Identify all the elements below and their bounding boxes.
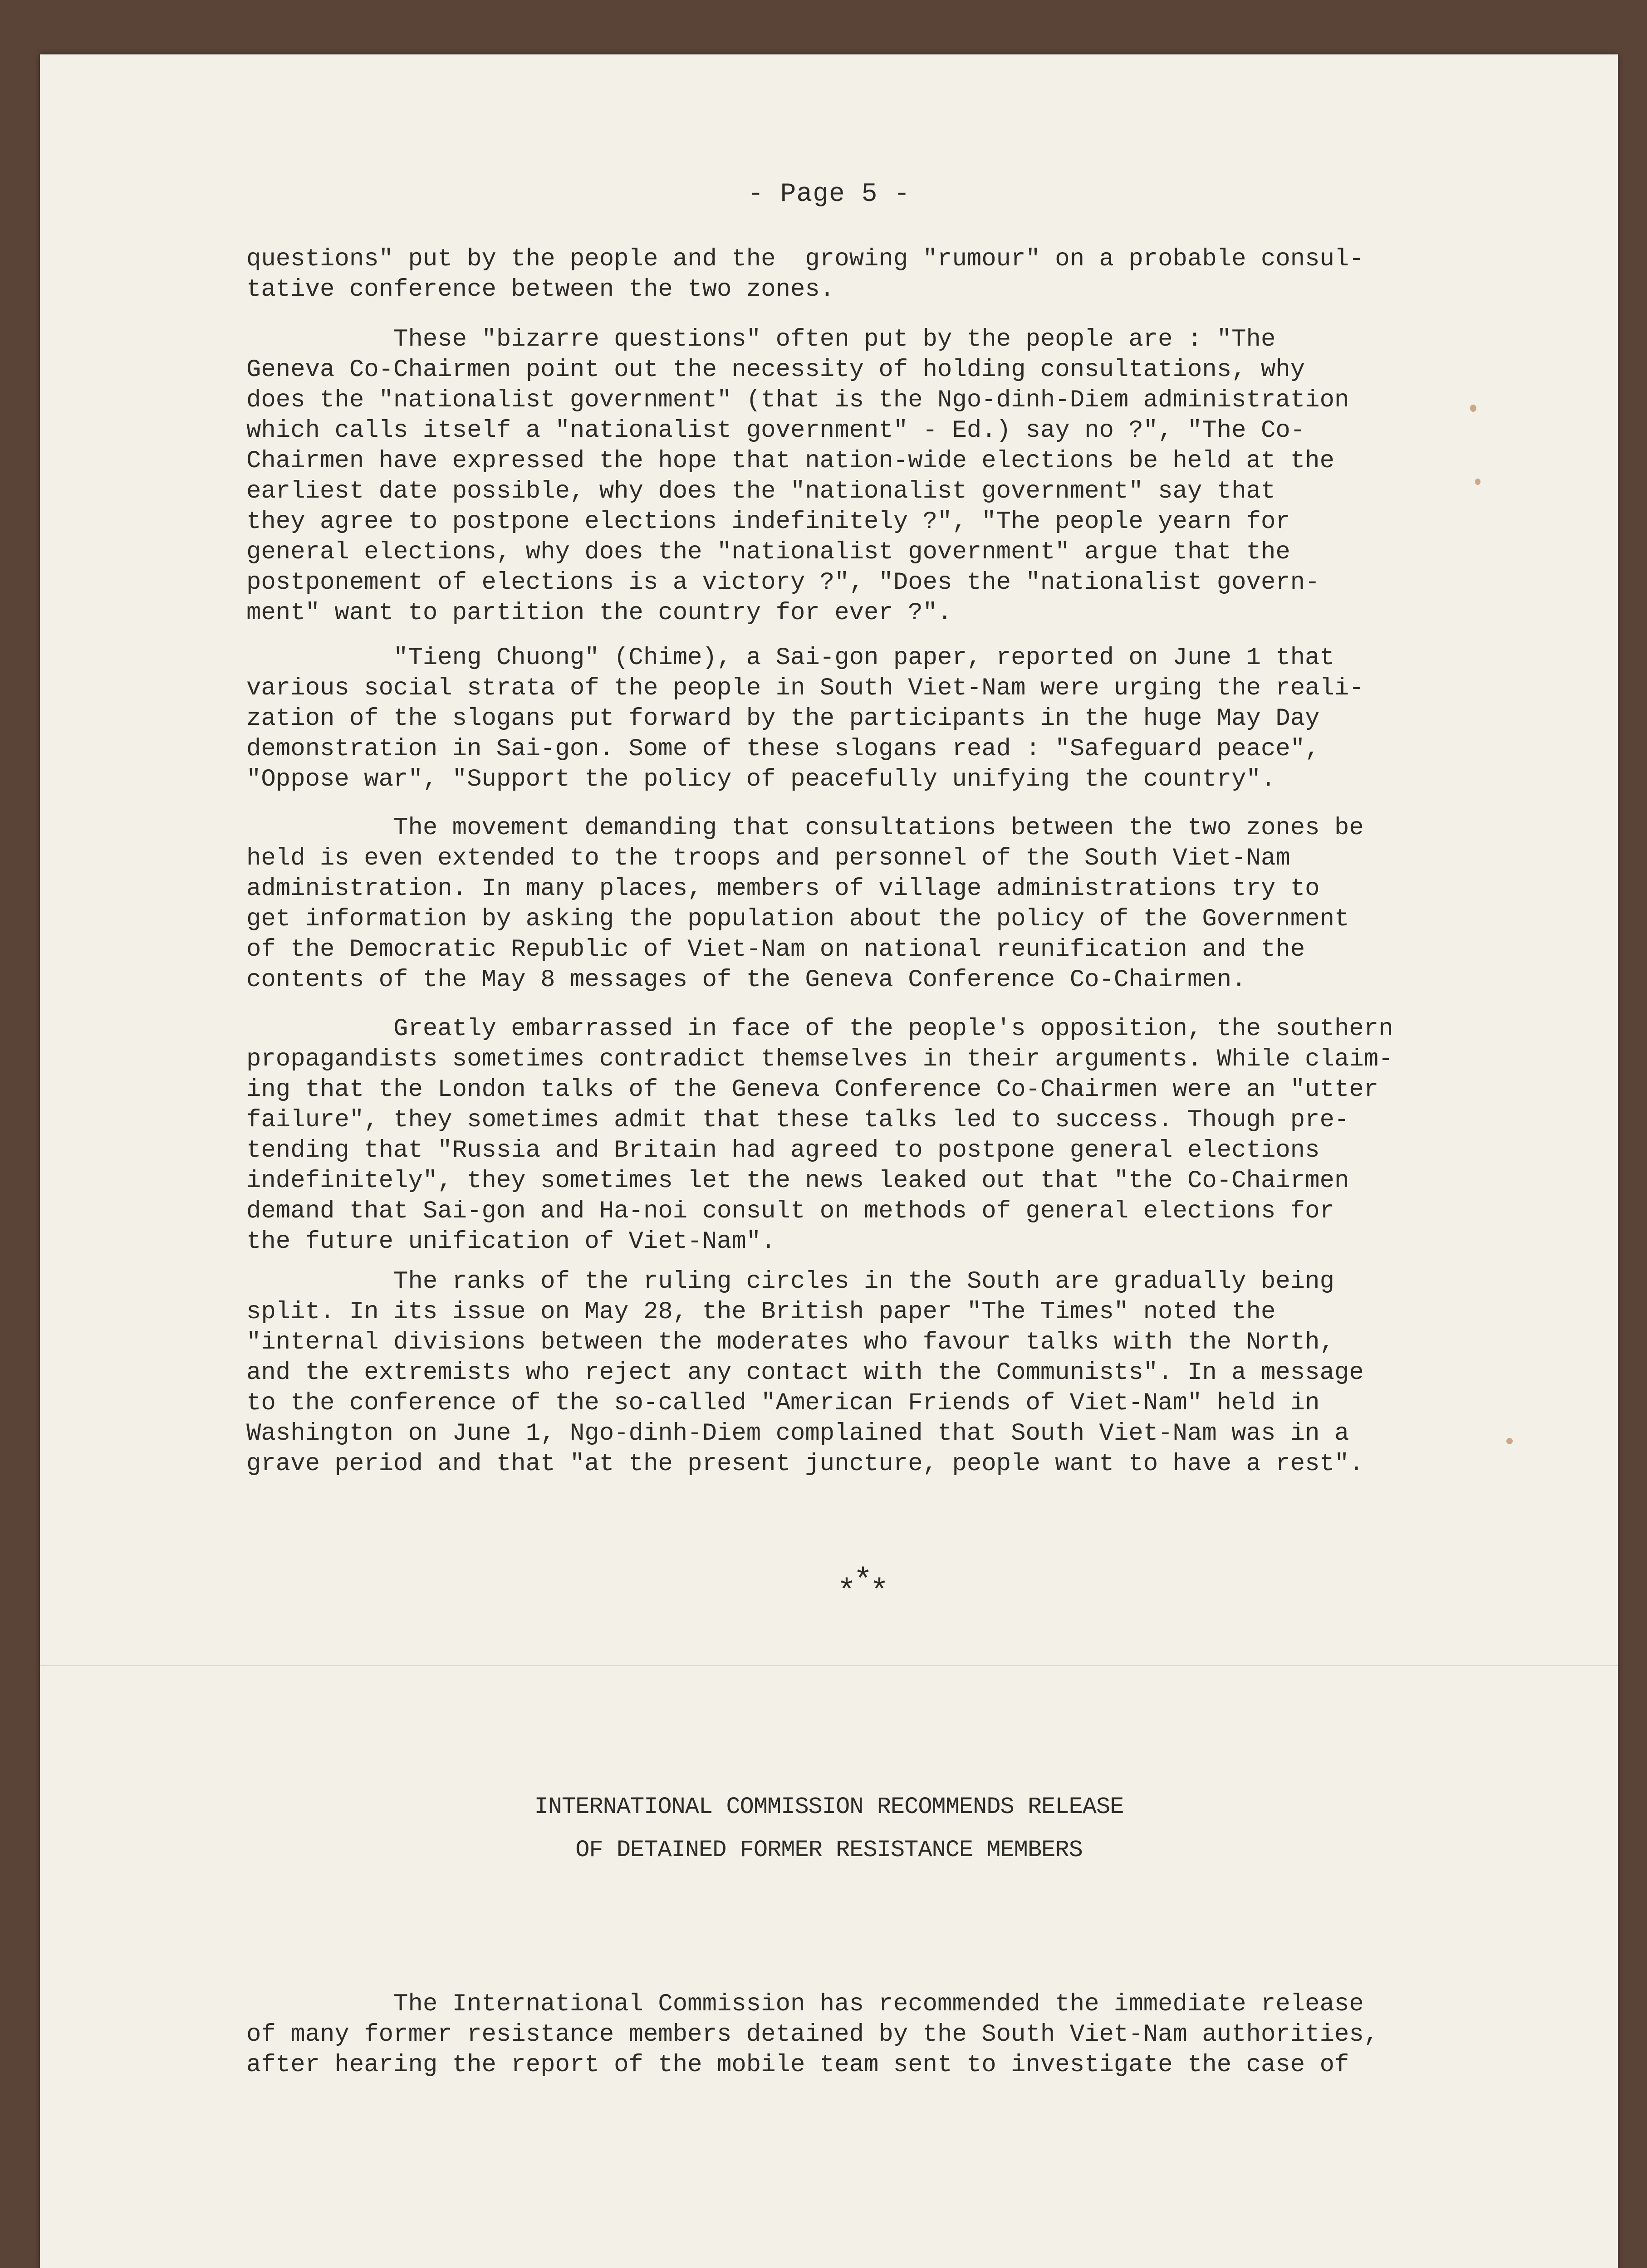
separator-star: * (870, 1574, 887, 1610)
separator-star: * (837, 1574, 853, 1610)
section-separator (40, 1547, 1618, 1638)
article-title-line-2: OF DETAINED FORMER RESISTANCE MEMBERS (575, 1837, 1083, 1863)
paragraph-2: These "bizarre questions" often put by the people are : "The Geneva Co-Chairmen point out the necessity of holding consultations, why does the "nationalist government" (that is the Ngo-dinh-Diem administration which calls itself a "nationalist government" - Ed.) say no ?", "The Co- Chairmen have expressed the hope that nation-wide elections be held at the earliest date possible, why does the "nationalist government" say that they agree to postpone elections indefinitely ?", "The people yearn for general elections, why does the "nationalist government" argue that the postponement of elections is a victory ?", "Does the "nationalist govern- ment" want to partition the country for ever ?". (246, 326, 1349, 627)
page-number-header: - Page 5 - (747, 180, 911, 209)
separator-star: * (853, 1564, 870, 1599)
article-title-line-1: INTERNATIONAL COMMISSION RECOMMENDS RELEASE (534, 1794, 1124, 1820)
paragraph-3: "Tieng Chuong" (Chime), a Sai-gon paper, reported on June 1 that various social strata of the people in South Viet-Nam were urging the reali- zation of the slogans put forward by the participants in the huge May Day demonstration in Sai-gon. Some of these slogans read : "Safeguard peace", "Oppose war", "Support the policy of peacefully unifying the country". (246, 644, 1364, 793)
document-page (40, 54, 1618, 2268)
paragraph-5: Greatly embarrassed in face of the people's opposition, the southern propagandists sometimes contradict themselves in their arguments. While claim- ing that the London talks of the Geneva Conference Co-Chairmen were an "utter failure", they sometimes admit that these talks led to success. Though pre- tending that "Russia and Britain had agreed to postpone general elections indefinitely", they sometimes let the news leaked out that "the Co-Chairmen demand that Sai-gon and Ha-noi consult on methods of general elections for the future unification of Viet-Nam". (246, 1015, 1393, 1256)
paragraph-1: questions" put by the people and the growing "rumour" on a probable consul- tative conference between the two zones. (246, 245, 1364, 303)
paragraph-4: The movement demanding that consultations between the two zones be held is even extended to the troops and personnel of the South Viet-Nam administration. In many places, members of village administrations try to get information by asking the population about the policy of the Government of the Democratic Republic of Viet-Nam on national reunification and the contents of the May 8 messages of the Geneva Conference Co-Chairmen. (246, 814, 1364, 994)
paper-fold (40, 1665, 1618, 1666)
article-2-paragraph-1: The International Commission has recommended the immediate release of many former resistance members detained by the South Viet-Nam authorities, after hearing the report of the mobile team sent to investigate the case of (246, 1990, 1379, 2079)
paragraph-6: The ranks of the ruling circles in the South are gradually being split. In its issue on May 28, the British paper "The Times" noted the "internal divisions between the moderates who favour talks with the North, and the extremists who reject any contact with the Communists". In a message to the conference of the so-called "American Friends of Viet-Nam" held in Washington on June 1, Ngo-dinh-Diem complained that South Viet-Nam was in a grave period and that "at the present juncture, people want to have a rest". (246, 1268, 1364, 1478)
